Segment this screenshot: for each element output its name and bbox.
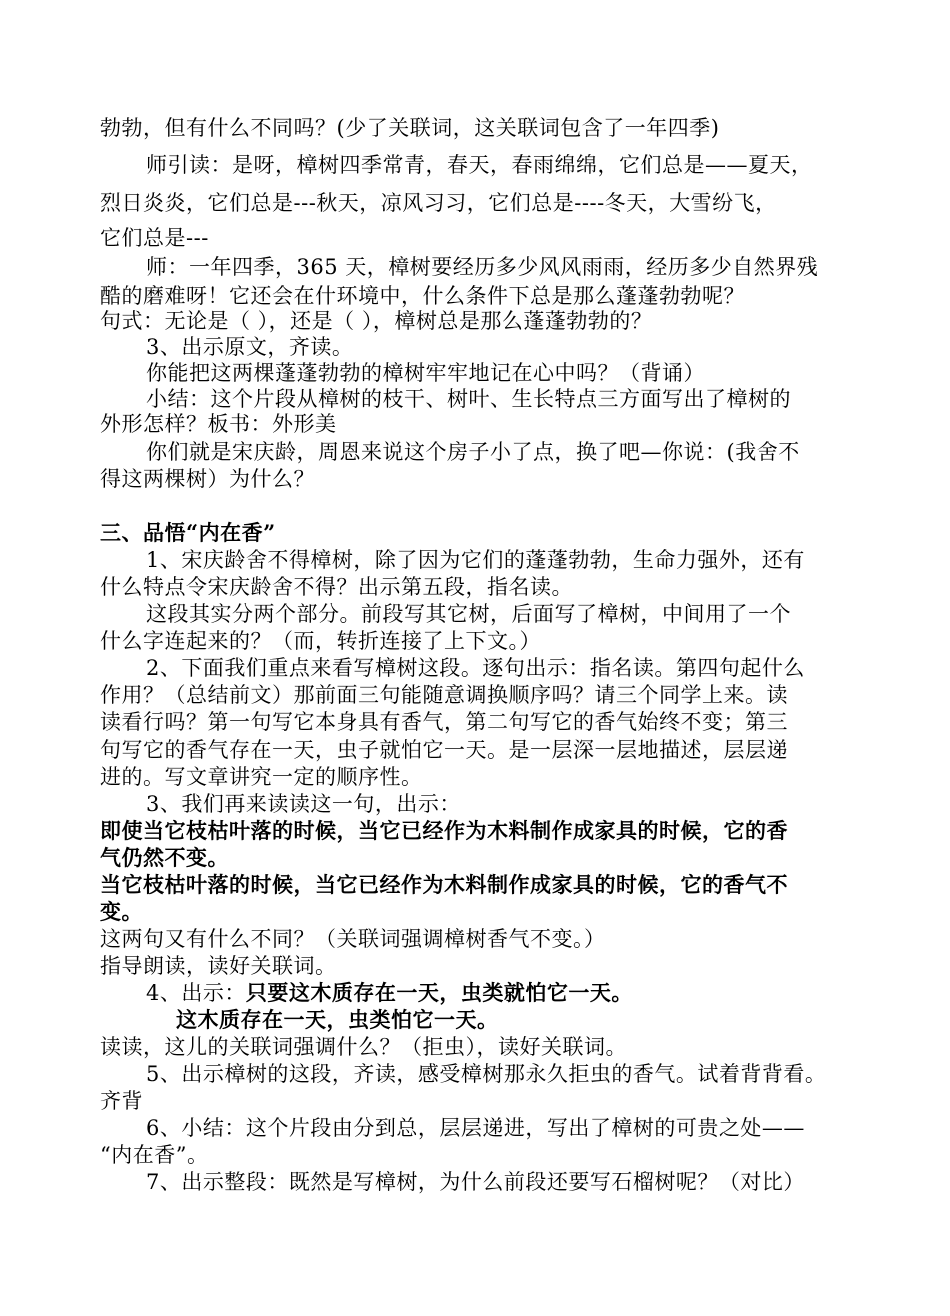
text-line: 1、宋庆龄舍不得樟树，除了因为它们的蓬蓬勃勃，生命力强外，还有 [146, 548, 805, 572]
text-line [146, 979, 633, 1007]
text-line: 读读，这儿的关联词强调什么？（拒虫），读好关联词。 [100, 1035, 627, 1059]
text-line: 你能把这两棵蓬蓬勃勃的樟树牢牢地记在心中吗？（背诵） [146, 361, 705, 385]
bold-quote-line: 即使当它枝枯叶落的时候，当它已经作为木料制作成家具的时候，它的香 [100, 818, 788, 843]
prompt-label: 4、出示： [146, 981, 246, 1005]
text-line: 3、我们再来读读这一句，出示： [146, 792, 461, 816]
text-line: 勃勃，但有什么不同吗？(少了关联词，这关联词包含了一年四季) [100, 116, 720, 140]
text-line: 句写它的香气存在一天，虫子就怕它一天。是一层深一层地描述，层层递 [100, 738, 788, 762]
bold-quote-line: 当它枝枯叶落的时候，当它已经作为木料制作成家具的时候，它的香气不 [100, 872, 788, 897]
text-line: 读看行吗？第一句写它本身具有香气，第二句写它的香气始终不变；第三 [100, 710, 788, 734]
text-line: 5、出示樟树的这段，齐读，感受樟树那永久拒虫的香气。试着背背看。 [146, 1062, 827, 1086]
text-line: 齐背 [100, 1089, 143, 1113]
bold-quote-line: 气仍然不变。 [100, 845, 229, 870]
text-line: 6、小结：这个片段由分到总，层层递进，写出了樟树的可贵之处—— [146, 1116, 805, 1140]
text-line: 2、下面我们重点来看写樟树这段。逐句出示：指名读。第四句起什么 [146, 656, 805, 680]
bold-quote-inline: 只要这木质存在一天，虫类就怕它一天。 [245, 980, 633, 1005]
text-line: 师引读：是呀，樟树四季常青，春天，春雨绵绵，它们总是——夏天， [146, 153, 813, 177]
text-line: 小结：这个片段从樟树的枝干、树叶、生长特点三方面写出了樟树的 [146, 387, 791, 411]
text-line: “内在香”。 [100, 1143, 209, 1167]
text-line: 什么字连起来的？（而，转折连接了上下文。） [100, 629, 541, 653]
text-line: 外形怎样？板书：外形美 [100, 412, 337, 436]
sentence-pattern: 句式：无论是（ ），还是（ ），樟树总是那么蓬蓬勃勃的？ [100, 309, 653, 333]
text-line: 你们就是宋庆龄，周恩来说这个房子小了点，换了吧—你说：(我舍不 [146, 440, 800, 464]
text-line: 指导朗读，读好关联词。 [100, 954, 337, 978]
text-line: 酷的磨难呀！它还会在什环境中，什么条件下总是那么蓬蓬勃勃呢？ [100, 284, 745, 308]
text-line: 7、出示整段：既然是写樟树，为什么前段还要写石榴树呢？（对比） [146, 1170, 805, 1194]
bold-quote-line: 变。 [100, 899, 143, 924]
text-line: 作用？（总结前文）那前面三句能随意调换顺序吗？请三个同学上来。读 [100, 683, 788, 707]
text-line: 什么特点令宋庆龄舍不得？出示第五段，指名读。 [100, 575, 573, 599]
text-line: 这两句又有什么不同？（关联词强调樟树香气不变。） [100, 927, 606, 951]
text-line: 它们总是--- [100, 226, 209, 250]
text-line: 烈日炎炎，它们总是---秋天，凉风习习，它们总是----冬天，大雪纷飞， [100, 191, 777, 215]
text-line: 师：一年四季，365 天，樟树要经历多少风风雨雨，经历多少自然界残 [146, 255, 819, 279]
section-heading: 三、品悟“内在香” [100, 520, 276, 545]
text-line: 进的。写文章讲究一定的顺序性。 [100, 765, 423, 789]
bold-quote-line: 这木质存在一天，虫类怕它一天。 [176, 1007, 499, 1032]
text-line: 3、出示原文，齐读。 [146, 335, 354, 359]
text-line: 得这两棵树）为什么？ [100, 467, 315, 491]
text-line: 这段其实分两个部分。前段写其它树，后面写了樟树，中间用了一个 [146, 602, 791, 626]
